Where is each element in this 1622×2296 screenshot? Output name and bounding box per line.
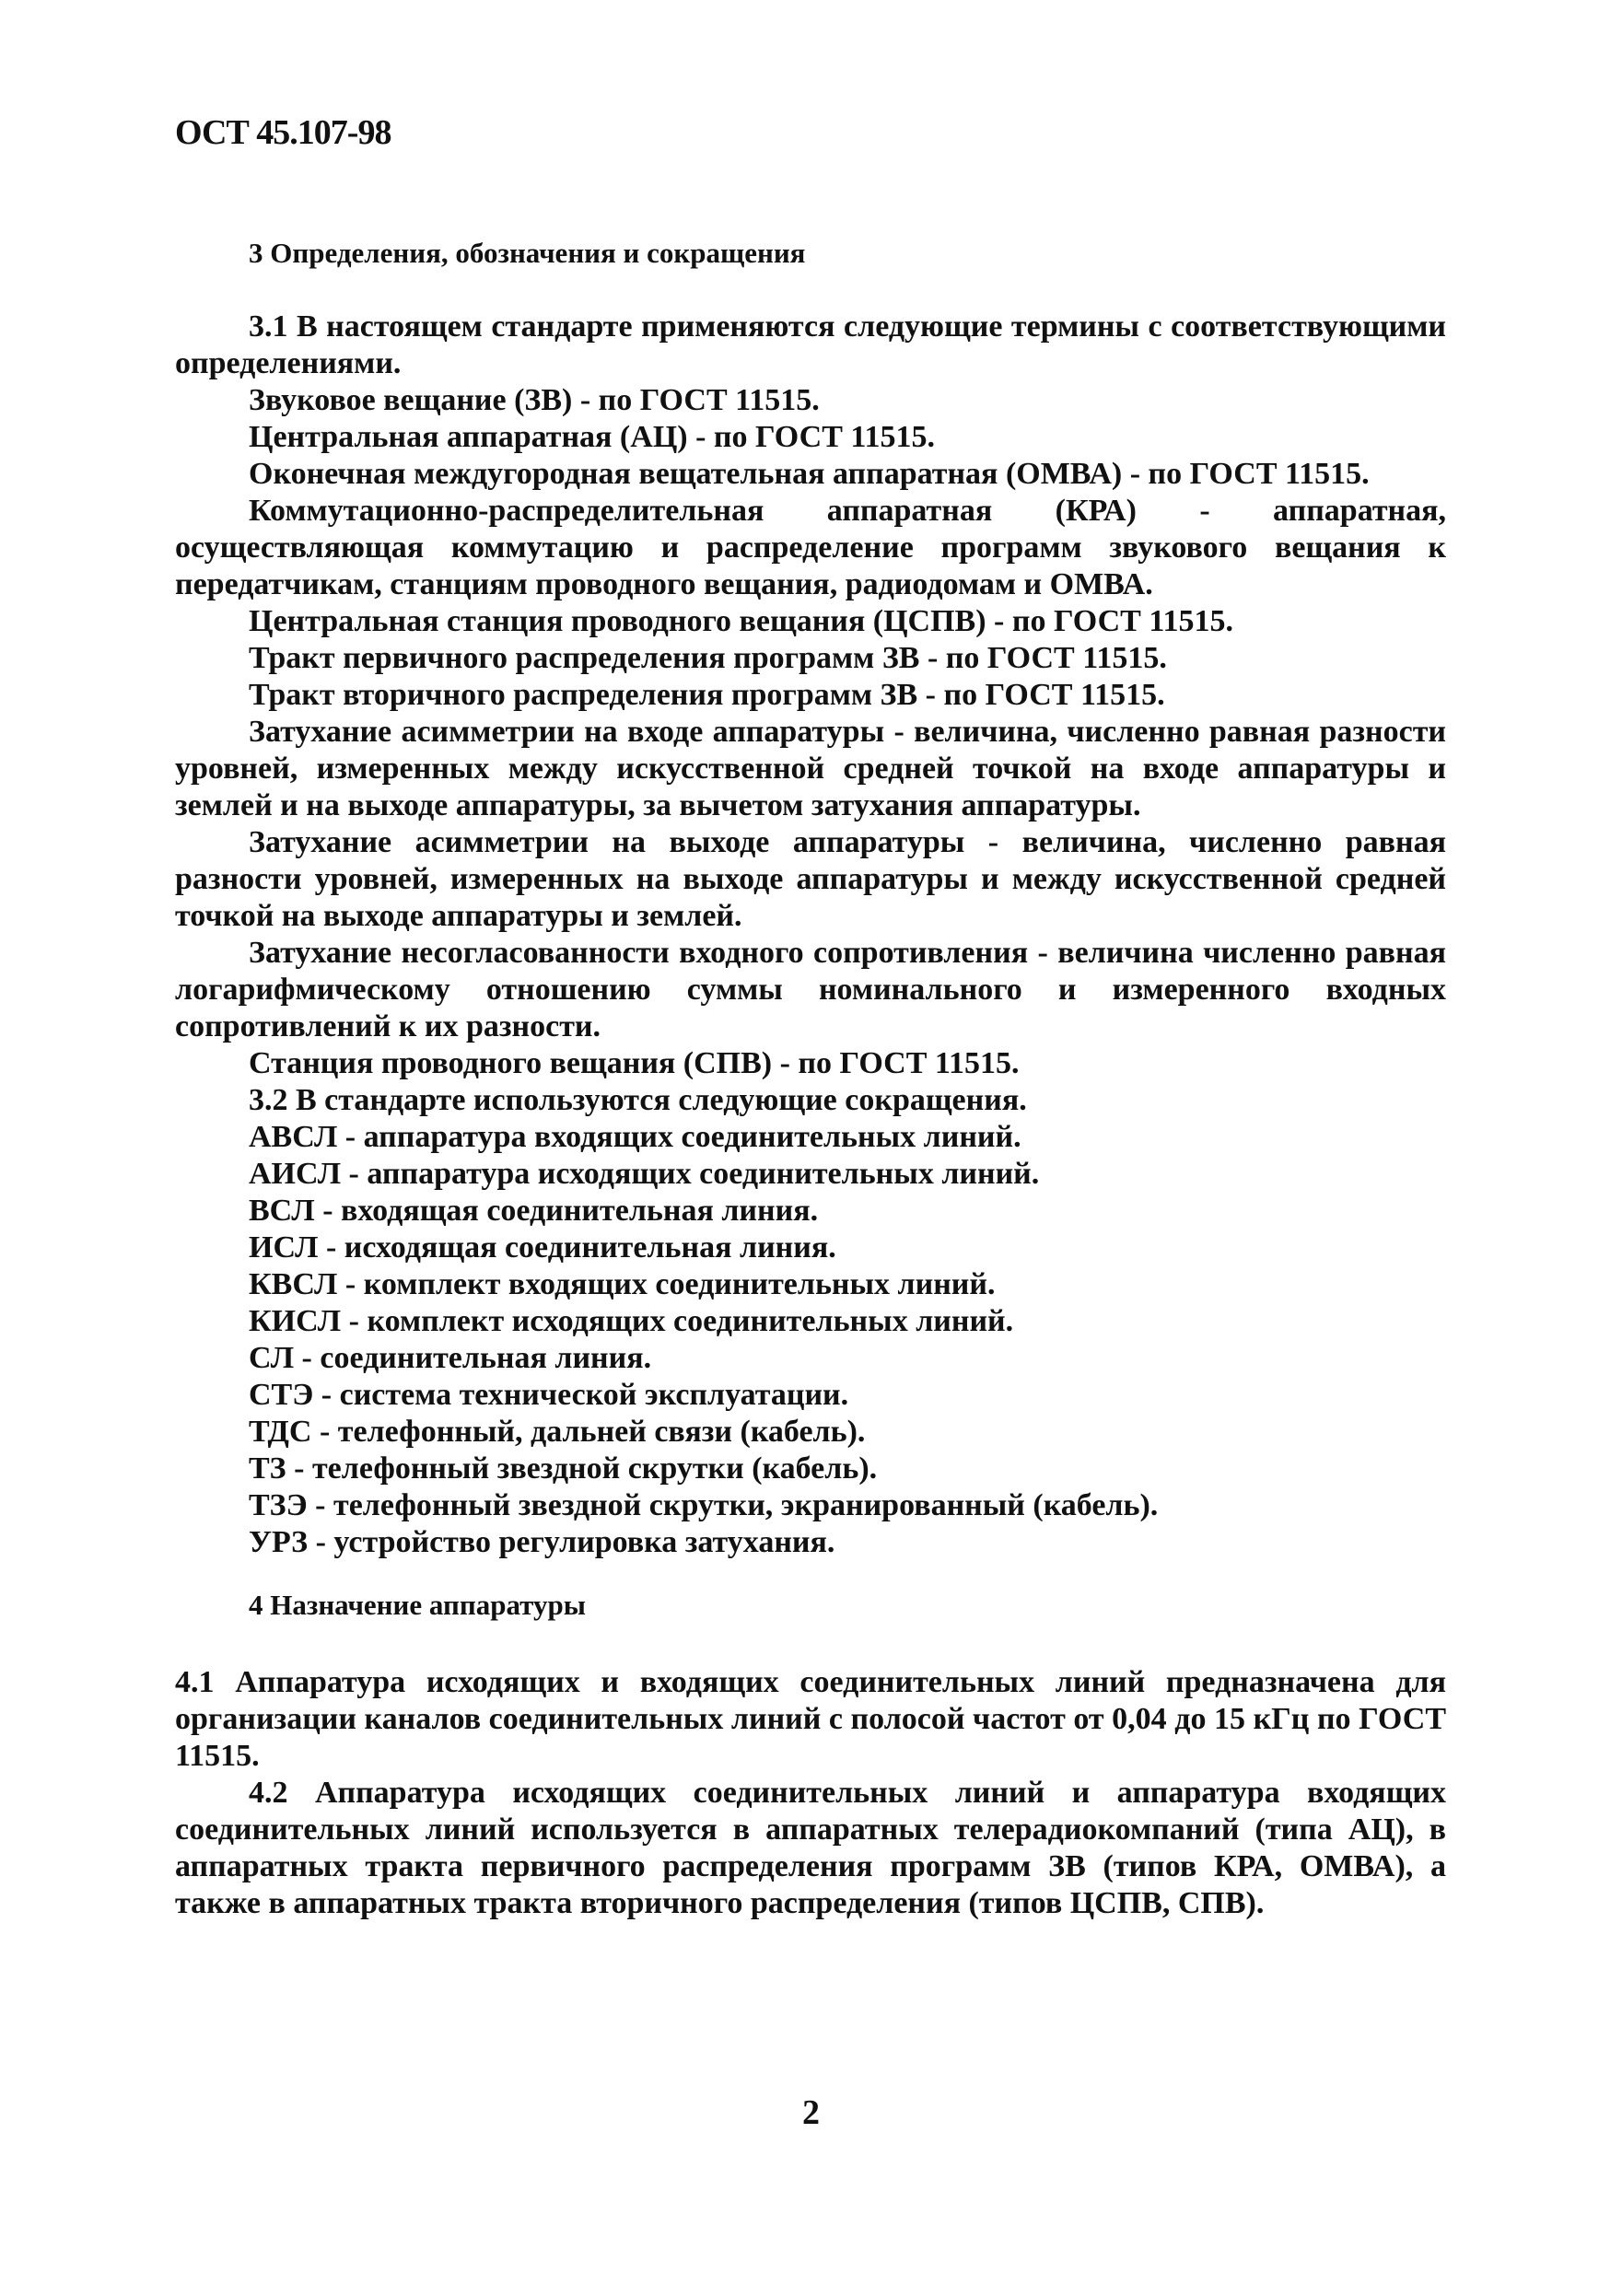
term-primary-tract: Тракт первичного распределения программ ЗВ - по ГОСТ 11515. [249, 641, 1167, 675]
term-secondary-tract: Тракт вторичного распределения программ ЗВ - по ГОСТ 11515. [249, 678, 1165, 712]
abbreviation-item: ТЗ - телефонный звездной скрутки (кабель). [249, 1451, 878, 1486]
page-number: 2 [802, 2093, 820, 2132]
term-cspv: Центральная станция проводного вещания (ЦСПВ) - по ГОСТ 11515. [249, 604, 1233, 638]
abbreviation-item: АИСЛ - аппаратура исходящих соединительных линий. [249, 1157, 1040, 1191]
abbreviation-item: УРЗ - устройство регулировка затухания. [249, 1525, 835, 1559]
abbreviation-item: ВСЛ - входящая соединительная линия. [249, 1194, 819, 1228]
section-3-title: 3 Определения, обозначения и сокращения [249, 237, 806, 269]
term-mismatch-attenuation: Затухание несогласованности входного сопротивления - величина численно равная логарифмическому отношению суммы номинального и измеренного входных сопротивлений к их разности. [175, 936, 1446, 1043]
term-central-apparatus: Центральная аппаратная (АЦ) - по ГОСТ 11515. [249, 420, 935, 454]
term-sound-broadcasting: Звуковое вещание (ЗВ) - по ГОСТ 11515. [249, 383, 820, 417]
term-kra: Коммутационно-распределительная аппаратная (КРА) - аппаратная, осуществляющая коммутацию и распределение программ звукового вещания к передатчикам, станциям проводного вещания, радиодомам и ОМВА. [175, 494, 1446, 601]
abbreviation-item: АВСЛ - аппаратура входящих соединительных линий. [249, 1120, 1021, 1154]
term-output-asymmetry: Затухание асимметрии на выходе аппаратуры - величина, численно равная разности уровней, измеренных на выходе аппаратуры и между искусственной средней точкой на выходе аппаратуры и землей. [175, 825, 1446, 933]
term-spv: Станция проводного вещания (СПВ) - по ГОСТ 11515. [249, 1046, 1020, 1080]
abbreviation-item: КИСЛ - комплект исходящих соединительных линий. [249, 1304, 1014, 1338]
abbreviation-item: ИСЛ - исходящая соединительная линия. [249, 1230, 836, 1265]
abbreviation-item: ТДС - телефонный, дальней связи (кабель). [249, 1415, 866, 1449]
abbreviation-item: СТЭ - система технической эксплуатации. [249, 1378, 849, 1412]
section-4-title: 4 Назначение аппаратуры [249, 1589, 586, 1621]
paragraph-4-2: 4.2 Аппаратура исходящих соединительных линий и аппаратура входящих соединительных линий используется в аппаратных телерадиокомпаний (типа АЦ), в аппаратных тракта первичного распределения программ ЗВ (типов КРА, ОМВА), а также в аппаратных тракта вторичного распределения (типов ЦСПВ, СПВ). [175, 1776, 1446, 1920]
paragraph-3-1: 3.1 В настоящем стандарте применяются следующие термины с соответствующими определениями. [175, 309, 1446, 380]
paragraph-3-2: 3.2 В стандарте используются следующие сокращения. [249, 1083, 1027, 1117]
section-4-body [175, 1664, 1446, 1922]
term-omva: Оконечная междугородная вещательная аппаратная (ОМВА) - по ГОСТ 11515. [249, 457, 1370, 491]
document-code: ОСТ 45.107-98 [175, 113, 391, 152]
document-body [175, 235, 1446, 1922]
abbreviation-list [175, 1119, 1446, 1561]
abbreviation-item: ТЗЭ - телефонный звездной скрутки, экранированный (кабель). [249, 1488, 1159, 1522]
paragraph-4-1: 4.1 Аппаратура исходящих и входящих соединительных линий предназначена для организации каналов соединительных линий с полосой частот от 0,04 до 15 кГц по ГОСТ 11515. [175, 1665, 1446, 1773]
abbreviation-item: КВСЛ - комплект входящих соединительных линий. [249, 1267, 996, 1301]
abbreviation-item: СЛ - соединительная линия. [249, 1341, 652, 1375]
term-input-asymmetry: Затухание асимметрии на входе аппаратуры - величина, численно равная разности уровней, измеренных между искусственной средней точкой на входе аппаратуры и землей и на выходе аппаратуры, за вычетом затухания аппаратуры. [175, 715, 1446, 822]
